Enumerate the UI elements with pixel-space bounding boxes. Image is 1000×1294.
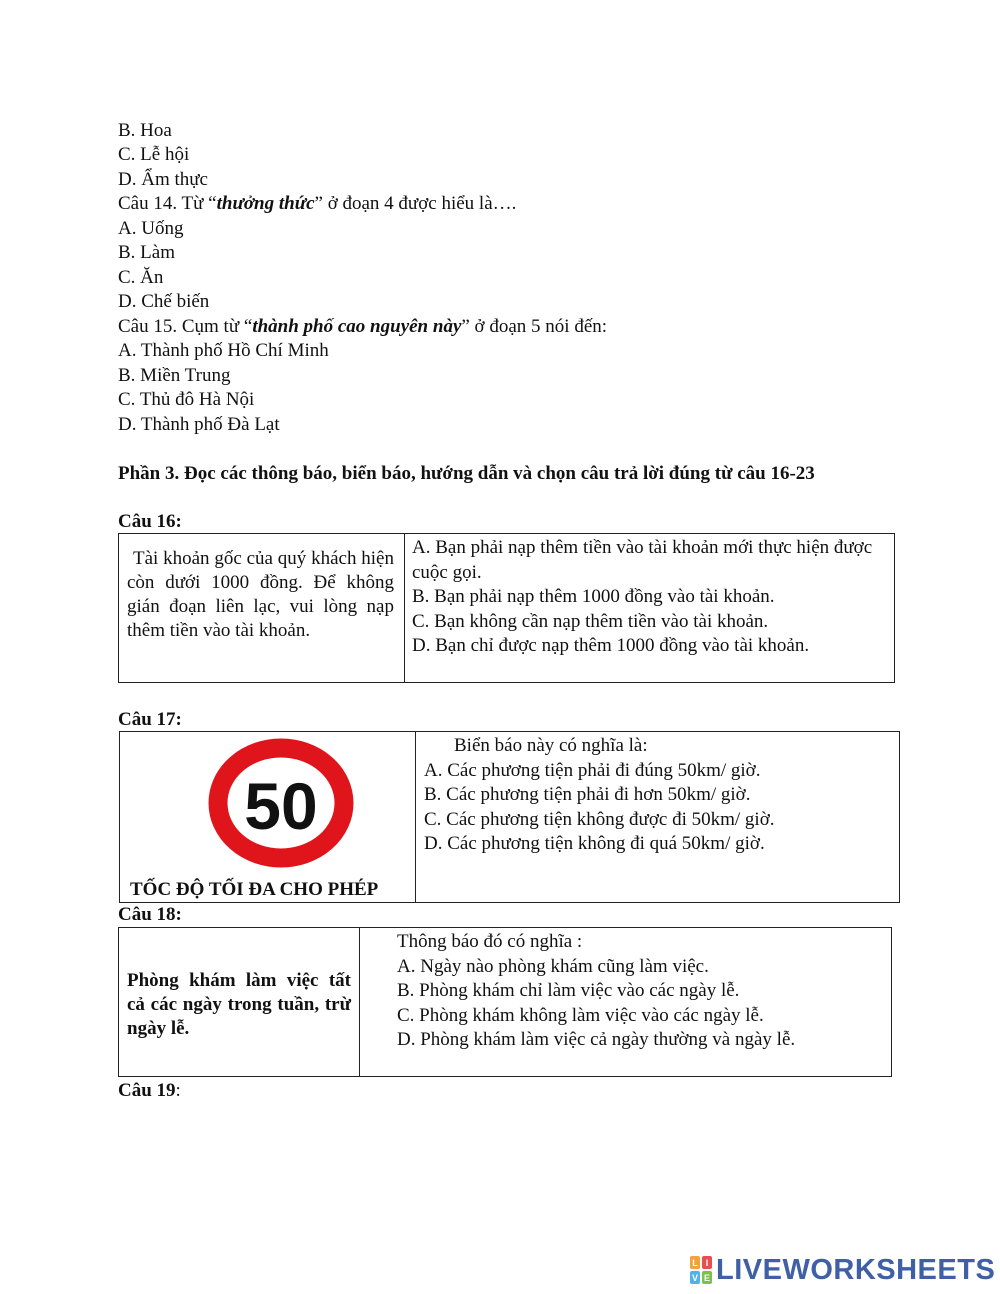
sign-number: 50	[244, 769, 318, 843]
q15-term: thành phố cao nguyên này	[252, 316, 462, 337]
q16-option-d: D. Bạn chỉ được nạp thêm 1000 đồng vào tài khoản.	[412, 635, 810, 656]
option-b-hoa: B. Hoa	[118, 120, 172, 141]
q18-divider	[359, 928, 360, 1076]
q18-option-b: B. Phòng khám chỉ làm việc vào các ngày lễ.	[397, 980, 740, 1001]
q18-table	[118, 927, 892, 1077]
q17-label: Câu 17:	[118, 709, 182, 730]
q16-option-b: B. Bạn phải nạp thêm 1000 đồng vào tài khoản.	[412, 586, 775, 607]
q19-label-text: Câu 19	[118, 1080, 176, 1101]
q16-label: Câu 16:	[118, 511, 182, 532]
q18-option-a: A. Ngày nào phòng khám cũng làm việc.	[397, 955, 709, 977]
q16-options	[412, 536, 888, 659]
q16-option-c: C. Bạn không cần nạp thêm tiền vào tài khoản.	[412, 610, 769, 632]
q18-option-d: D. Phòng khám làm việc cả ngày thường và ngày lễ.	[397, 1029, 796, 1050]
q19-label	[118, 1079, 181, 1103]
logo-mark-letter-2: I	[705, 1258, 709, 1268]
liveworksheets-logo-text: LIVEWORKSHEETS	[716, 1253, 996, 1286]
q19-colon: :	[175, 1080, 181, 1101]
q15-option-c: C. Thủ đô Hà Nội	[118, 389, 255, 410]
q17-option-d: D. Các phương tiện không đi quá 50km/ giờ.	[424, 833, 765, 854]
q18-options	[397, 930, 887, 1053]
logo-mark-letter-1: L	[692, 1258, 698, 1268]
q14-stem	[118, 192, 516, 216]
q15-option-a: A. Thành phố Hồ Chí Minh	[118, 340, 329, 361]
q15-prefix: Câu 15. Cụm từ “	[118, 316, 253, 337]
q14-prefix: Câu 14. Từ “	[118, 193, 217, 214]
q17-divider	[415, 732, 416, 902]
q18-label: Câu 18:	[118, 904, 182, 925]
speed-limit-sign-icon	[206, 737, 356, 869]
q14-suffix: ” ở đoạn 4 được hiểu là….	[314, 193, 517, 214]
q17-option-a: A. Các phương tiện phải đi đúng 50km/ giờ.	[424, 759, 761, 781]
q16-option-a: A. Bạn phải nạp thêm tiền vào tài khoản mới thực hiện được cuộc gọi.	[412, 537, 873, 583]
liveworksheets-logo-icon	[690, 1256, 712, 1284]
option-d-am-thuc: D. Ẩm thực	[118, 169, 208, 190]
q15-stem	[118, 315, 607, 339]
q14-term: thưởng thức	[216, 193, 315, 214]
q17-table	[119, 731, 900, 903]
logo-mark-letter-3: V	[691, 1273, 699, 1283]
q16-table	[118, 533, 895, 683]
q14-option-c: C. Ăn	[118, 267, 164, 288]
q14-option-b: B. Làm	[118, 242, 175, 263]
sign-caption: TỐC ĐỘ TỐI ĐA CHO PHÉP	[130, 879, 379, 900]
speed-limit-sign	[206, 737, 356, 869]
q18-option-c: C. Phòng khám không làm việc vào các ngày lễ.	[397, 1004, 764, 1026]
q17-stem: Biển báo này có nghĩa là:	[454, 735, 648, 756]
liveworksheets-logo	[690, 1253, 995, 1287]
q17-options	[424, 734, 894, 857]
q16-notice: Tài khoản gốc của quý khách hiện còn dưới 1000 đồng. Để không gián đoạn liên lạc, vui lòng nạp thêm tiền vào tài khoản.	[127, 548, 394, 641]
q17-option-c: C. Các phương tiện không được đi 50km/ giờ.	[424, 808, 775, 830]
q14-option-a: A. Uống	[118, 218, 184, 239]
q18-notice: Phòng khám làm việc tất cả các ngày trong tuần, trừ ngày lễ.	[127, 970, 351, 1039]
q14-option-d: D. Chế biến	[118, 291, 210, 312]
q15-suffix: ” ở đoạn 5 nói đến:	[461, 316, 608, 337]
logo-mark-letter-4: E	[703, 1273, 711, 1283]
q15-option-b: B. Miền Trung	[118, 365, 231, 386]
q16-divider	[404, 534, 405, 682]
part3-title: Phần 3. Đọc các thông báo, biển báo, hướng dẫn và chọn câu trả lời đúng từ câu 16-23	[118, 463, 815, 484]
q15-option-d: D. Thành phố Đà Lạt	[118, 414, 280, 435]
q18-stem: Thông báo đó có nghĩa :	[397, 931, 583, 952]
q17-option-b: B. Các phương tiện phải đi hơn 50km/ giờ.	[424, 784, 751, 805]
option-c-le-hoi: C. Lễ hội	[118, 144, 190, 165]
